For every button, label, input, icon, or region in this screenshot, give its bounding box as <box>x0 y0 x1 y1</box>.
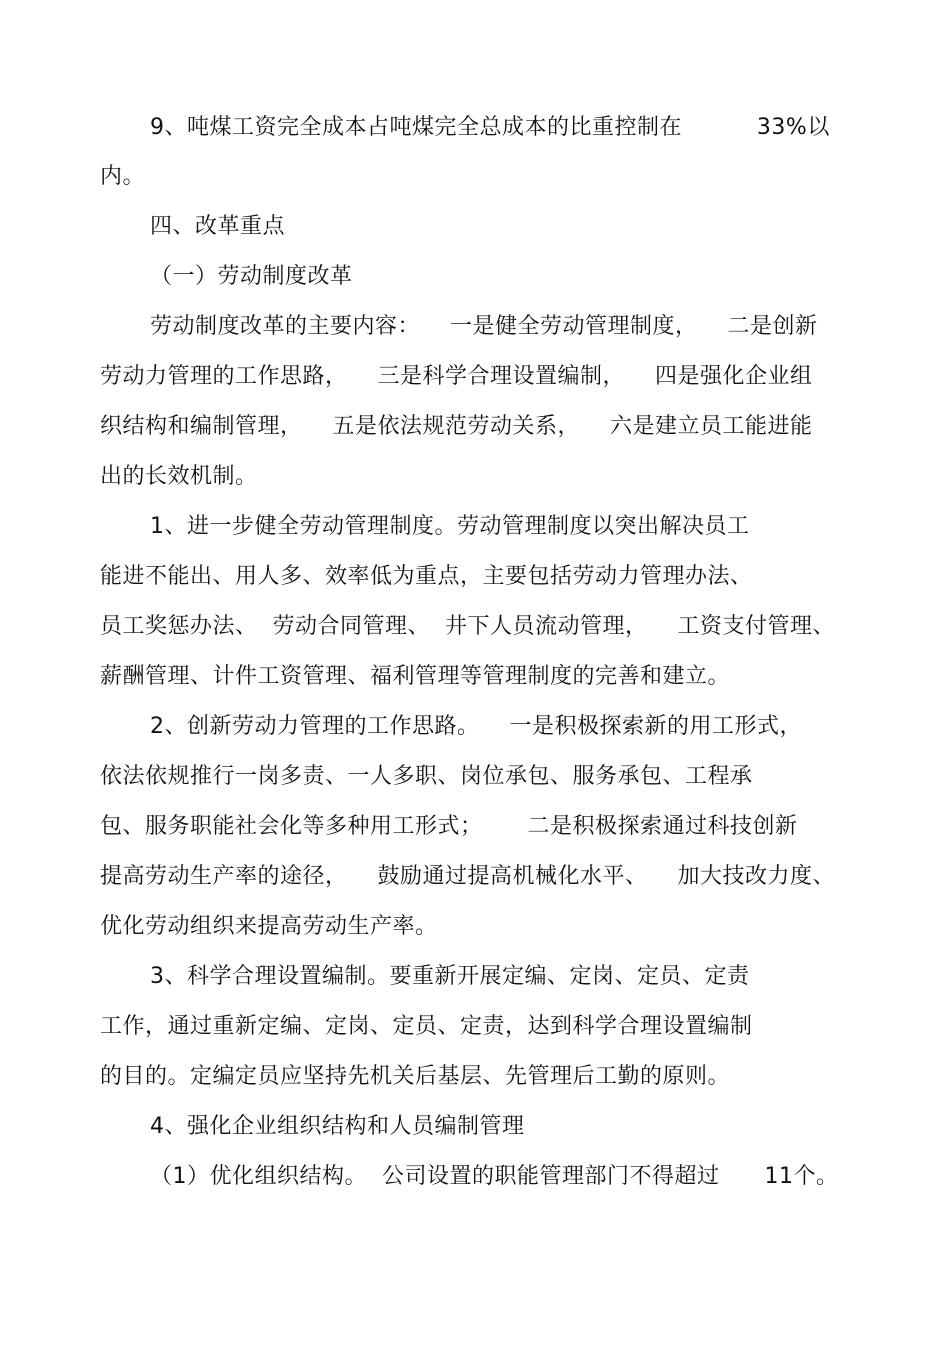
text-line: 2、创新劳动力管理的工作思路。 一是积极探索新的用工形式， <box>150 714 802 739</box>
text-line: 的目的。定编定员应坚持先机关后基层、先管理后工勤的原则。 <box>100 1064 731 1089</box>
text-line: 劳动制度改革的主要内容： 一是健全劳动管理制度， 二是创新 <box>150 314 818 339</box>
text-line: 出的长效机制。 <box>100 464 258 489</box>
text-line: 劳动力管理的工作思路， 三是科学合理设置编制， 四是强化企业组 <box>100 364 813 389</box>
text-line: 员工奖惩办法、 劳动合同管理、 井下人员流动管理， 工资支付管理、 <box>100 614 835 639</box>
subsection-heading: （一）劳动制度改革 <box>150 264 353 289</box>
text-line: 3、科学合理设置编制。要重新开展定编、定岗、定员、定责 <box>150 964 750 989</box>
text-line: 4、强化企业组织结构和人员编制管理 <box>150 1114 525 1139</box>
text-line: 1、进一步健全劳动管理制度。劳动管理制度以突出解决员工 <box>150 514 750 539</box>
text-line: 包、服务职能社会化等多种用工形式； 二是积极探索通过科技创新 <box>100 814 798 839</box>
text-line: 能进不能出、用人多、效率低为重点，主要包括劳动力管理办法、 <box>100 564 753 589</box>
text-line: 提高劳动生产率的途径， 鼓励通过提高机械化水平、 加大技改力度、 <box>100 864 835 889</box>
text-line: （1）优化组织结构。 公司设置的职能管理部门不得超过 11个。 <box>150 1164 839 1189</box>
text-line: 织结构和编制管理， 五是依法规范劳动关系， 六是建立员工能进能 <box>100 414 813 439</box>
section-heading: 四、改革重点 <box>150 214 286 239</box>
text-line: 内。 <box>100 164 146 189</box>
text-line: 依法依规推行一岗多责、一人多职、岗位承包、服务承包、工程承 <box>100 764 753 789</box>
text-line: 9、吨煤工资完全成本占吨煤完全总成本的比重控制在 33%以 <box>150 115 830 140</box>
text-line: 工作，通过重新定编、定岗、定员、定责，达到科学合理设置编制 <box>100 1014 753 1039</box>
text-line: 薪酬管理、计件工资管理、福利管理等管理制度的完善和建立。 <box>100 664 731 689</box>
text-line: 优化劳动组织来提高劳动生产率。 <box>100 914 438 939</box>
